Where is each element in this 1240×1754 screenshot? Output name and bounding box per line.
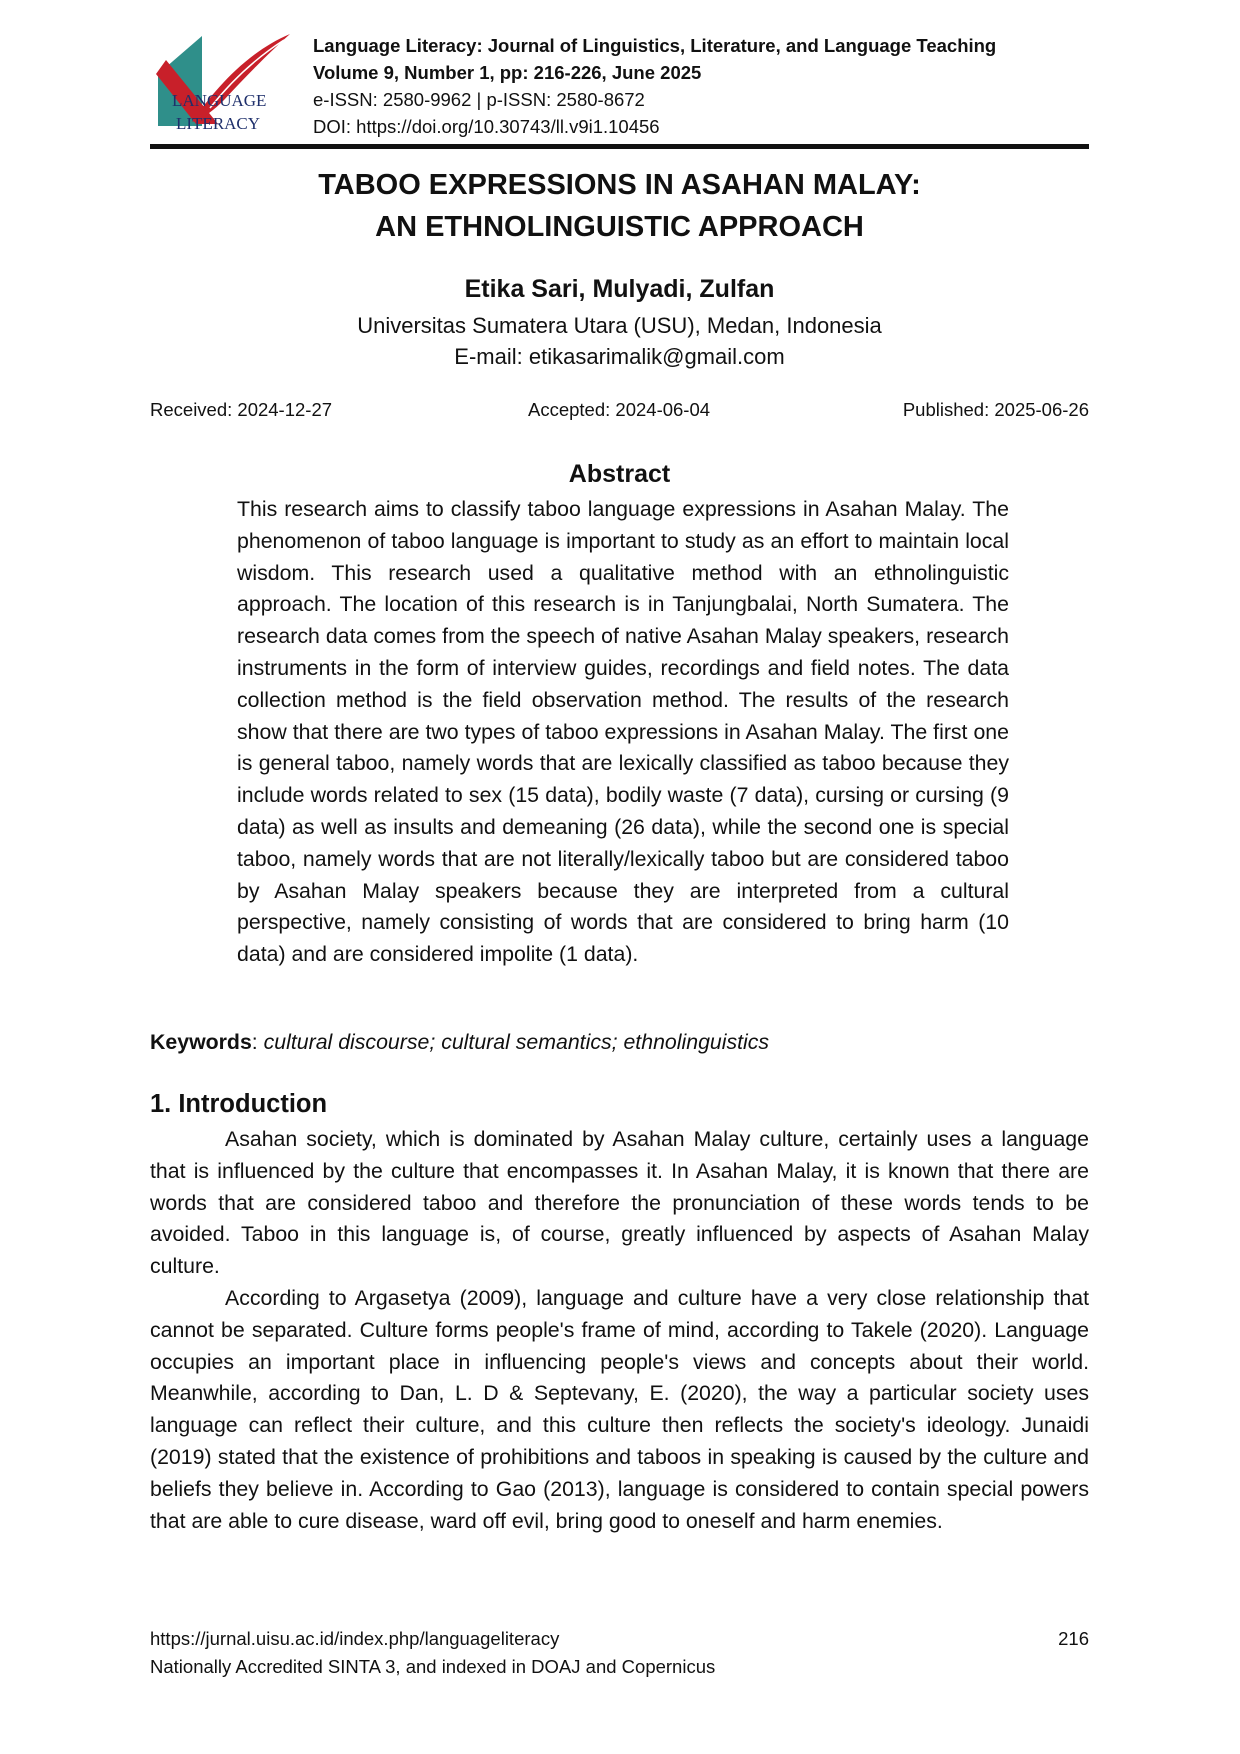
accepted-date: Accepted: 2024-06-04 bbox=[528, 399, 711, 420]
article-title bbox=[150, 164, 1089, 248]
journal-name: Language Literacy: Journal of Linguistics, Literature, and Language Teaching bbox=[313, 35, 997, 56]
keywords-label: Keywords bbox=[150, 1030, 252, 1054]
header-divider bbox=[150, 144, 1089, 149]
issn-line: e-ISSN: 2580-9962 | p-ISSN: 2580-8672 bbox=[313, 89, 645, 110]
authors: Etika Sari, Mulyadi, Zulfan bbox=[464, 275, 775, 303]
doi-line: DOI: https://doi.org/10.30743/ll.v9i1.10456 bbox=[313, 116, 660, 137]
published-date: Published: 2025-06-26 bbox=[902, 399, 1089, 420]
logo-text-top: LANGUAGE bbox=[172, 91, 267, 110]
received-date: Received: 2024-12-27 bbox=[150, 399, 333, 420]
introduction-paragraph-1: Asahan society, which is dominated by Asahan Malay culture, certainly uses a language that is influenced by the culture that encompasses it. In Asahan Malay, it is known that there are words that are considered taboo and therefore the pronunciation of these words tends to be avoided. Taboo in this language is, of course, greatly influenced by aspects of Asahan Malay culture. bbox=[150, 1127, 1089, 1279]
keywords-separator: : bbox=[251, 1030, 264, 1054]
accreditation-note: Nationally Accredited SINTA 3, and indexed in DOAJ and Copernicus bbox=[150, 1656, 716, 1677]
journal-header bbox=[313, 32, 1093, 140]
affiliation-block bbox=[150, 310, 1089, 372]
introduction-paragraph-2: According to Argasetya (2009), language and culture have a very close relationship that cannot be separated. Culture forms people's frame of mind, according to Takele (2020). Language occupies an important place in influencing people's views and concepts about their world. Meanwhile, according to Dan, L. D & Septevany, E. (2020), the way a particular society uses language can reflect their culture, and this culture then reflects the society's ideology. Junaidi (2019) stated that the existence of prohibitions and taboos in speaking is caused by the culture and beliefs they believe in. According to Gao (2013), language is considered to contain special powers that are able to cure disease, ward off evil, bring good to oneself and harm enemies. bbox=[150, 1286, 1089, 1533]
title-line-2: AN ETHNOLINGUISTIC APPROACH bbox=[375, 211, 864, 243]
keywords bbox=[150, 1030, 1089, 1055]
logo-text-bottom: LITERACY bbox=[176, 114, 261, 133]
title-line-1: TABOO EXPRESSIONS IN ASAHAN MALAY: bbox=[318, 169, 921, 201]
journal-url[interactable]: https://jurnal.uisu.ac.id/index.php/languageliteracy bbox=[150, 1628, 560, 1649]
keywords-value: cultural discourse; cultural semantics; ethnolinguistics bbox=[263, 1030, 770, 1054]
introduction-heading: 1. Introduction bbox=[150, 1090, 328, 1118]
article-dates bbox=[150, 399, 1089, 425]
volume-line: Volume 9, Number 1, pp: 216-226, June 2025 bbox=[313, 62, 702, 83]
page-number: 216 bbox=[1058, 1628, 1089, 1649]
affiliation: Universitas Sumatera Utara (USU), Medan, Indonesia bbox=[357, 313, 882, 338]
email: E-mail: etikasarimalik@gmail.com bbox=[454, 344, 785, 369]
abstract-heading: Abstract bbox=[568, 460, 671, 488]
language-literacy-logo-icon bbox=[152, 30, 300, 134]
page-footer bbox=[150, 1625, 1089, 1681]
abstract-text: This research aims to classify taboo language expressions in Asahan Malay. The phenomenon of taboo language is important to study as an effort to maintain local wisdom. This research used a qualitative method with an ethnolinguistic approach. The location of this research is in Tanjungbalai, North Sumatera. The research data comes from the speech of native Asahan Malay speakers, research instruments in the form of interview guides, recordings and field notes. The data collection method is the field observation method. The results of the research show that there are two types of taboo expressions in Asahan Malay. The first one is general taboo, namely words that are lexically classified as taboo because they include words related to sex (15 data), bodily waste (7 data), cursing or cursing (9 data) as well as insults and demeaning (26 data), while the second one is special taboo, namely words that are not literally/lexically taboo but are considered taboo by Asahan Malay speakers because they are interpreted from a cultural perspective, namely consisting of words that are considered to bring harm (10 data) and are considered impolite (1 data). bbox=[237, 497, 1009, 967]
